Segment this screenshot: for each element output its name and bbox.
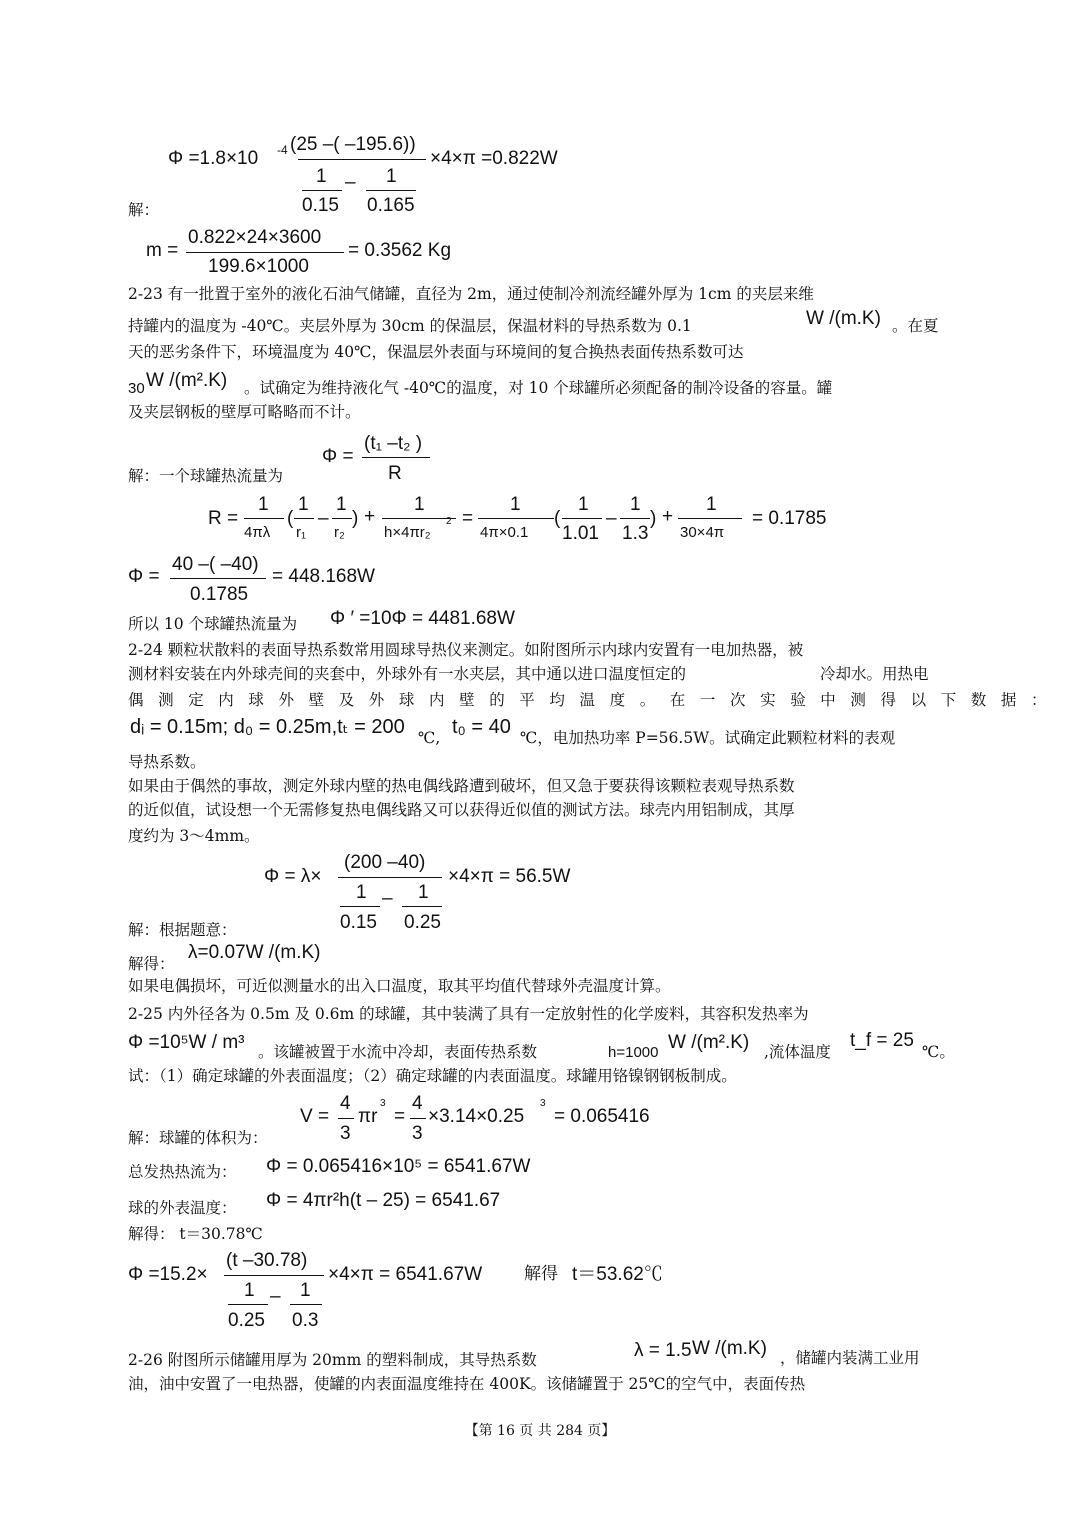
problem-2-24-line-1: 2-24 颗粒状散料的表面导热系数常用圆球导热仪来测定。如附图所示内球内安置有一电加热器，被 [128, 641, 804, 659]
top-formula-lhs: Φ =1.8×10 [168, 148, 259, 169]
volume-label: 解：球罐的体积为： [128, 1129, 268, 1147]
heat-flow-label: 解：一个球罐热流量为 [128, 467, 284, 485]
formula-2-24-den-b: 1 [418, 882, 429, 903]
r-frac-num: 1 [258, 494, 269, 515]
problem-2-24-line-7: 的近似值，试设想一个无需修复热电偶线路又可以获得近似值的测试方法。球壳内用铝制成，其厚 [128, 801, 795, 819]
phi-result-lhs: Φ = [128, 566, 160, 587]
celsius-unit: ℃, [418, 729, 441, 747]
thermal-conductivity-unit: W /(m.K) [806, 308, 881, 329]
top-formula-rhs: ×4×π =0.822W [430, 148, 558, 169]
volume-frac-num: 4 [412, 1093, 423, 1114]
mass-rhs: = 0.3562 Kg [348, 240, 452, 261]
fraction-bar [186, 252, 344, 253]
fraction-bar [290, 1304, 322, 1305]
top-formula-den-a-d: 0.15 [302, 195, 339, 216]
problem-2-23-line-2: 持罐内的温度为 -40℃。夹层外厚为 30cm 的保温层，保温材料的导热系数为 0.1 [128, 317, 692, 335]
celsius-unit: ℃。 [922, 1043, 955, 1061]
r-frac-den: r₂ [334, 524, 345, 541]
pi-r: πr [358, 1106, 378, 1127]
paren-close: ) [650, 508, 657, 529]
plus-sign: + [662, 506, 674, 527]
heat-transfer-coefficient-value: 30 [128, 380, 145, 397]
fluid-temperature: t_f = 25 [850, 1030, 914, 1051]
lambda-result: λ=0.07W /(m.K) [188, 942, 321, 963]
r-frac-den: r₁ [296, 524, 307, 541]
fluid-temperature-label: ,流体温度 [764, 1043, 831, 1061]
ten-tanks-label: 所以 10 个球罐热流量为 [128, 615, 298, 633]
phi-numerator: (t₁ –t₂ ) [364, 433, 423, 454]
r-frac-num: 1 [298, 494, 309, 515]
r-frac-num: 1 [578, 494, 589, 515]
formula-2-24-numerator: (200 –40) [344, 852, 426, 873]
minus-sign: – [318, 508, 329, 529]
solution-label: 解： [128, 201, 160, 219]
volume-lhs: V = [300, 1106, 330, 1127]
last-formula-den-b-d: 0.3 [292, 1310, 319, 1331]
top-formula-den-b: 1 [386, 166, 397, 187]
lambda-value: λ = 1.5 [634, 1340, 692, 1361]
r-frac-num: 1 [510, 494, 521, 515]
r-frac-num: 1 [336, 494, 347, 515]
problem-2-25-line-2: 。该罐被置于水流中冷却，表面传热系数 [258, 1043, 538, 1061]
total-heat-label: 总发热热流为： [128, 1163, 237, 1181]
volume-rest: ×3.14×0.25 [428, 1106, 525, 1127]
r-result: = 0.1785 [752, 508, 827, 529]
r-frac-den: h×4πr₂ [384, 524, 431, 541]
last-formula-lhs: Φ =15.2× [128, 1264, 208, 1285]
phi-lhs: Φ = [322, 446, 354, 467]
r-frac-num: 1 [414, 494, 425, 515]
top-formula-den-a: 1 [316, 166, 327, 187]
problem-2-24-line-2-end: 冷却水。用热电 [820, 665, 929, 683]
fraction-bar [338, 877, 442, 878]
last-solution-label: 解得 [524, 1264, 558, 1284]
problem-2-24-line-2: 测材料安装在内外球壳间的夹套中，外球外有一水夹层，其中通以进口温度恒定的 [128, 665, 687, 683]
ten-tanks-formula: Φ ′ =10Φ = 4481.68W [330, 608, 515, 629]
equals-sign: = [462, 508, 474, 529]
minus-sign: – [382, 888, 393, 909]
top-formula-numerator: (25 –( –195.6)) [290, 134, 416, 155]
r-frac-num: 1 [706, 494, 717, 515]
problem-2-24-line-8: 度约为 3～4mm。 [128, 827, 260, 845]
problem-2-23-line-3: 天的恶劣条件下，环境温度为 40℃，保温层外表面与环境间的复合换热表面传热系数可达 [128, 343, 744, 361]
problem-2-24-line-3: 偶测定内球外壁及外球内壁的平均温度。在一次实验中测得以下数据： [128, 691, 1062, 709]
top-formula-den-b-d: 0.165 [367, 195, 415, 216]
heat-transfer-unit-2-25: W /(m².K) [668, 1032, 750, 1053]
outer-temp-formula: Φ = 4πr²h(t – 25) = 6541.67 [266, 1190, 501, 1211]
problem-2-25-line-1: 2-25 内外径各为 0.5m 及 0.6m 的球罐，其中装满了具有一定放射性的化学废料，其容积发热率为 [128, 1005, 809, 1023]
outer-temperature: t₀ = 40 [452, 716, 511, 738]
fraction-bar [402, 906, 442, 907]
r-lhs: R = [208, 508, 239, 529]
r-frac-den: 1.01 [562, 523, 599, 544]
fraction-bar [366, 190, 416, 191]
plus-sign: + [364, 506, 376, 527]
mass-numerator: 0.822×24×3600 [188, 227, 322, 248]
volume-frac-den: 3 [412, 1123, 423, 1144]
formula-2-24-rhs: ×4×π = 56.5W [448, 866, 571, 887]
last-formula-den-a-d: 0.25 [228, 1310, 265, 1331]
problem-2-25-line-3: 试：（1）确定球罐的外表面温度；（2）确定球罐的内表面温度。球罐用铬镍钢钢板制成。 [128, 1067, 737, 1085]
problem-2-23-line-1: 2-23 有一批置于室外的液化石油气储罐，直径为 2m，通过使制冷剂流经罐外厚为 1cm 的夹层来维 [128, 285, 814, 303]
phi-result-rhs: = 448.168W [272, 566, 375, 587]
problem-2-23-line-2-end: 。在夏 [892, 317, 939, 335]
last-formula-rhs: ×4×π = 6541.67W [328, 1264, 483, 1285]
r-frac-den: 4π×0.1 [480, 524, 529, 541]
paren-close: ) [352, 508, 359, 529]
problem-2-26-line-2: 油，油中安置了一电热器，使罐的内表面温度维持在 400K。该储罐置于 25℃的空气中，表面传热 [128, 1375, 806, 1393]
fraction-bar [224, 1275, 324, 1276]
equals-sign: = [394, 1106, 406, 1127]
problem-2-24-line-5: 导热系数。 [128, 753, 206, 771]
minus-sign: – [270, 1286, 281, 1307]
top-formula-exponent: -4 [277, 143, 288, 157]
problem-2-24-line-4: ℃，电加热功率 P=56.5W。试确定此颗粒材料的表观 [520, 729, 896, 747]
phi-result-numerator: 40 –( –40) [172, 554, 259, 575]
outer-temp-solution: 解得： t＝30.78℃ [128, 1225, 263, 1243]
phi-denominator: R [388, 463, 402, 484]
minus-sign: – [345, 172, 356, 193]
paren-open: ( [287, 508, 294, 529]
last-solution: t＝53.62℃ [572, 1264, 663, 1285]
measured-diameters: dᵢ = 0.15m; d₀ = 0.25m,tₜ = 200 [130, 716, 405, 738]
heat-transfer-unit: W /(m².K) [146, 370, 228, 391]
last-formula-den-a: 1 [244, 1280, 255, 1301]
total-heat-formula: Φ = 0.065416×10⁵ = 6541.67W [266, 1156, 531, 1177]
conductivity-unit: W /(m.K) [692, 1338, 767, 1359]
mass-lhs: m = [146, 240, 179, 261]
fraction-bar [340, 906, 380, 907]
formula-2-24-den-a: 1 [356, 882, 367, 903]
solution-label-2-24b: 解得： [128, 955, 175, 973]
problem-2-23-line-5: 及夹层钢板的壁厚可略略而不计。 [128, 403, 361, 421]
fraction-bar [362, 457, 430, 458]
formula-2-24-lhs: Φ = λ× [264, 866, 322, 887]
volume-result: = 0.065416 [554, 1106, 650, 1127]
last-formula-den-b: 1 [300, 1280, 311, 1301]
r-frac-den: 30×4π [680, 524, 725, 541]
problem-2-26-line-1: 2-26 附图所示储罐用厚为 20mm 的塑料制成，其导热系数 [128, 1351, 537, 1369]
problem-2-26-line-1-end: ，储罐内装满工业用 [780, 1349, 920, 1367]
mass-denominator: 199.6×1000 [208, 256, 309, 277]
fraction-bar [302, 190, 342, 191]
phi-result-denominator: 0.1785 [190, 584, 249, 605]
formula-2-24-den-b-d: 0.25 [404, 912, 441, 933]
solution-label-2-24: 解：根据题意： [128, 921, 237, 939]
minus-sign: – [606, 508, 617, 529]
volume-exponent: 3 [540, 1098, 546, 1109]
r-frac-den: 4πλ [244, 524, 271, 541]
problem-2-24-line-6: 如果由于偶然的事故，测定外球内壁的热电偶线路遭到破坏，但又急于要获得该颗粒表观导热系数 [128, 777, 795, 795]
fraction-bar [298, 159, 426, 160]
page-footer: 【第 16 页 共 284 页】 [464, 1423, 616, 1439]
last-formula-numerator: (t –30.78) [226, 1250, 308, 1271]
volume-exponent: 3 [380, 1098, 386, 1109]
volume-frac-den: 3 [340, 1123, 351, 1144]
fraction-bar [228, 1304, 268, 1305]
problem-2-23-line-4: 。试确定为维持液化气 -40℃的温度，对 10 个球罐所必须配备的制冷设备的容量。罐 [244, 379, 833, 397]
problem-2-24-note: 如果电偶损坏，可近似测量水的出入口温度，取其平均值代替球外壳温度计算。 [128, 977, 671, 995]
r-frac-num: 1 [630, 494, 641, 515]
heat-transfer-coefficient: h=1000 [608, 1044, 659, 1061]
heat-generation-rate: Φ =10⁵W / m³ [128, 1032, 245, 1053]
volume-frac-num: 4 [340, 1093, 351, 1114]
outer-temp-label: 球的外表温度： [128, 1199, 237, 1217]
r-frac-den: 1.3 [622, 523, 649, 544]
fraction-bar [170, 578, 266, 579]
formula-2-24-den-a-d: 0.15 [340, 912, 377, 933]
r-exponent: 2 [446, 516, 452, 527]
paren-open: ( [554, 508, 561, 529]
